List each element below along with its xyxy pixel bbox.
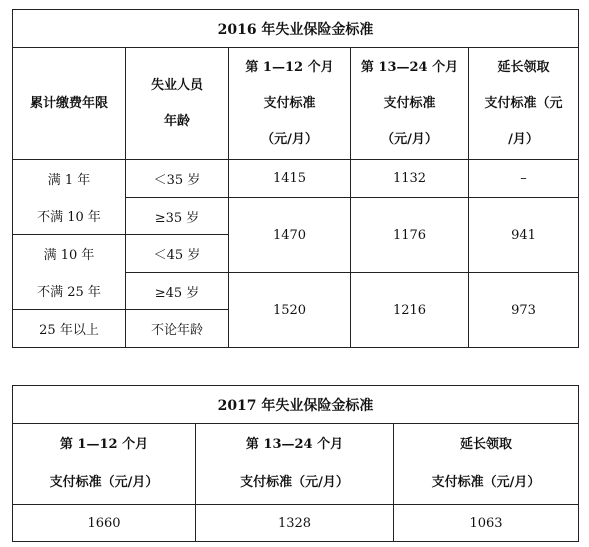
- header-extended-line1: 延长领取: [497, 59, 550, 75]
- header-months-1-12-line3: （元/月）: [261, 131, 318, 147]
- header-age-line2: 年龄: [163, 113, 190, 129]
- header-extended: [469, 48, 579, 160]
- years-cell: 满 1 年: [13, 160, 126, 198]
- years-cell: 不满 10 年: [13, 198, 126, 235]
- header-extended: [394, 424, 579, 505]
- header-months-13-24-line1: 第 13—24 个月: [360, 59, 459, 75]
- age-cell: 不论年龄: [126, 310, 229, 348]
- header-months-13-24-line3: （元/月）: [381, 131, 438, 147]
- header-months-1-12-line1: 第 1—12 个月: [59, 437, 149, 452]
- table-2016-unemployment-insurance: [12, 9, 579, 348]
- header-age-line1: 失业人员: [150, 77, 203, 93]
- years-cell: 不满 25 年: [13, 273, 126, 310]
- value-cell: 1660: [13, 505, 196, 542]
- years-cell: 25 年以上: [13, 310, 126, 348]
- value-cell: 1216: [351, 273, 469, 348]
- header-contribution-years: [13, 48, 126, 160]
- header-age: [126, 48, 229, 160]
- table-2017-title: 2017 年失业保险金标准: [13, 386, 579, 424]
- value-cell: 1470: [229, 198, 351, 273]
- value-cell: 1132: [351, 160, 469, 198]
- age-cell: ≥35 岁: [126, 198, 229, 235]
- header-extended-line1: 延长领取: [459, 437, 512, 452]
- header-contribution-years-label: 累计缴费年限: [29, 95, 108, 111]
- header-extended-line3: /月）: [508, 131, 539, 147]
- header-months-1-12: [13, 424, 196, 505]
- header-months-13-24: [351, 48, 469, 160]
- table-2016-title: 2016 年失业保险金标准: [13, 10, 579, 48]
- years-cell: 满 10 年: [13, 235, 126, 273]
- age-cell: ＜45 岁: [126, 235, 229, 273]
- value-cell: 973: [469, 273, 579, 348]
- header-months-1-12-line2: 支付标准（元/月）: [49, 475, 159, 490]
- value-cell: 1063: [394, 505, 579, 542]
- header-months-13-24: [196, 424, 394, 505]
- value-cell: 1176: [351, 198, 469, 273]
- value-cell: 1328: [196, 505, 394, 542]
- age-cell: ≥45 岁: [126, 273, 229, 310]
- header-months-1-12: [229, 48, 351, 160]
- header-months-1-12-line2: 支付标准: [263, 95, 316, 111]
- value-cell: 941: [469, 198, 579, 273]
- header-extended-line2: 支付标准（元/月）: [431, 475, 541, 490]
- age-cell: ＜35 岁: [126, 160, 229, 198]
- header-extended-line2: 支付标准（元: [484, 95, 563, 111]
- value-cell: 1415: [229, 160, 351, 198]
- header-months-13-24-line1: 第 13—24 个月: [245, 437, 344, 452]
- value-cell: –: [469, 160, 579, 198]
- value-cell: 1520: [229, 273, 351, 348]
- header-months-13-24-line2: 支付标准（元/月）: [240, 475, 349, 490]
- header-months-1-12-line1: 第 1—12 个月: [245, 59, 334, 75]
- table-2017-unemployment-insurance: [12, 385, 579, 542]
- header-months-13-24-line2: 支付标准: [383, 95, 436, 111]
